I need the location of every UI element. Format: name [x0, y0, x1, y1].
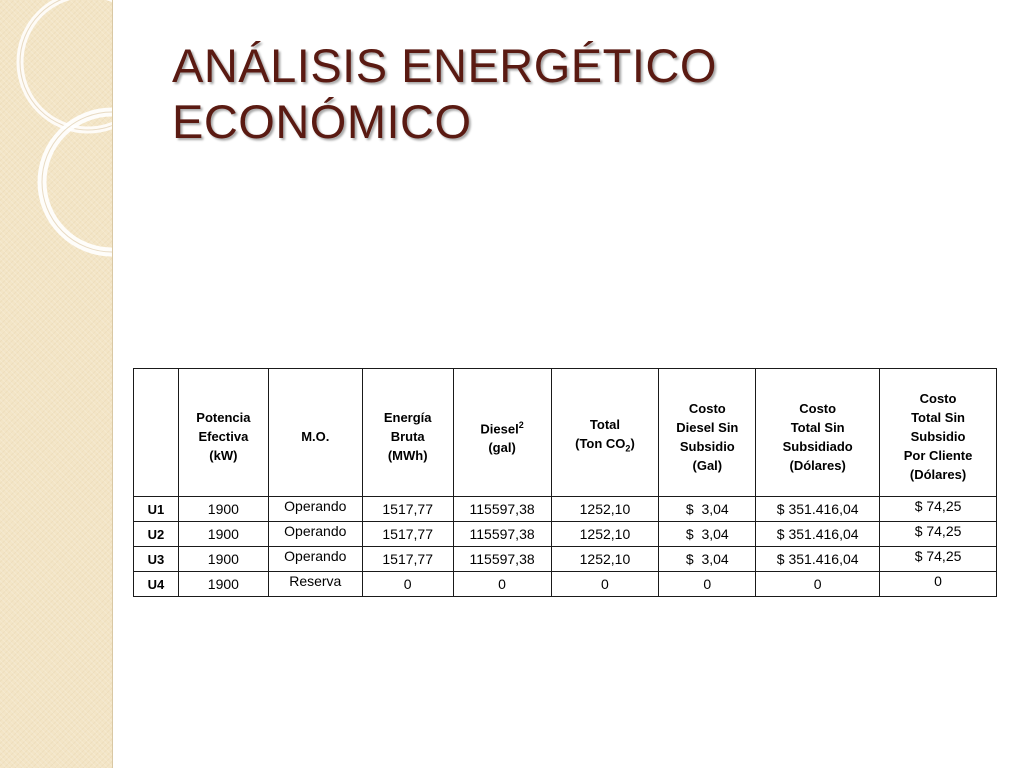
cell-costo-diesel: 0: [659, 572, 756, 597]
cell-potencia: 1900: [178, 522, 268, 547]
page-title: [172, 38, 717, 150]
cell-costo-total: $ 351.416,04: [756, 522, 880, 547]
cell-costo-total: 0: [756, 572, 880, 597]
header-energia: Energía Bruta (MWh): [362, 369, 453, 497]
header-costo-diesel: Costo Diesel Sin Subsidio (Gal): [659, 369, 756, 497]
cell-costo-total: $ 351.416,04: [756, 497, 880, 522]
cell-costo-cliente: $ 74,25: [880, 522, 997, 547]
cell-total-co2: 0: [551, 572, 659, 597]
cell-unit: U3: [134, 547, 179, 572]
header-unit: [134, 369, 179, 497]
header-diesel: Diesel$^2$ (gal): [453, 369, 551, 497]
header-mo: M.O.: [268, 369, 362, 497]
cell-unit: U4: [134, 572, 179, 597]
cell-unit: U2: [134, 522, 179, 547]
cell-total-co2: 1252,10: [551, 522, 659, 547]
cell-energia: 0: [362, 572, 453, 597]
cell-energia: 1517,77: [362, 547, 453, 572]
header-total-co2: Total (Ton $CO_2$): [551, 369, 659, 497]
title-line-1: ANÁLISIS ENERGÉTICO: [172, 39, 717, 92]
header-costo-total: Costo Total Sin Subsidiado (Dólares): [756, 369, 880, 497]
table-row: [134, 497, 997, 522]
energy-analysis-table: [133, 368, 997, 597]
table-header-row: [134, 369, 997, 497]
cell-total-co2: 1252,10: [551, 547, 659, 572]
cell-mo: Reserva: [268, 572, 362, 597]
cell-costo-diesel: $ 3,04: [659, 497, 756, 522]
cell-energia: 1517,77: [362, 497, 453, 522]
table-row: [134, 547, 997, 572]
table-row: [134, 572, 997, 597]
cell-costo-cliente: 0: [880, 572, 997, 597]
title-line-2: ECONÓMICO: [172, 95, 472, 148]
cell-costo-diesel: $ 3,04: [659, 547, 756, 572]
decorative-rings: [0, 0, 112, 768]
cell-unit: U1: [134, 497, 179, 522]
cell-costo-cliente: $ 74,25: [880, 497, 997, 522]
table-row: [134, 522, 997, 547]
cell-total-co2: 1252,10: [551, 497, 659, 522]
cell-mo: Operando: [268, 547, 362, 572]
cell-diesel: 115597,38: [453, 497, 551, 522]
cell-energia: 1517,77: [362, 522, 453, 547]
cell-costo-diesel: $ 3,04: [659, 522, 756, 547]
cell-diesel: 115597,38: [453, 522, 551, 547]
cell-potencia: 1900: [178, 497, 268, 522]
header-potencia: Potencia Efectiva (kW): [178, 369, 268, 497]
cell-costo-total: $ 351.416,04: [756, 547, 880, 572]
cell-diesel: 115597,38: [453, 547, 551, 572]
cell-diesel: 0: [453, 572, 551, 597]
header-costo-cliente: Costo Total Sin Subsidio Por Cliente (Dólares): [880, 369, 997, 497]
cell-potencia: 1900: [178, 572, 268, 597]
decorative-side-band: [0, 0, 113, 768]
cell-potencia: 1900: [178, 547, 268, 572]
cell-mo: Operando: [268, 522, 362, 547]
cell-mo: Operando: [268, 497, 362, 522]
cell-costo-cliente: $ 74,25: [880, 547, 997, 572]
